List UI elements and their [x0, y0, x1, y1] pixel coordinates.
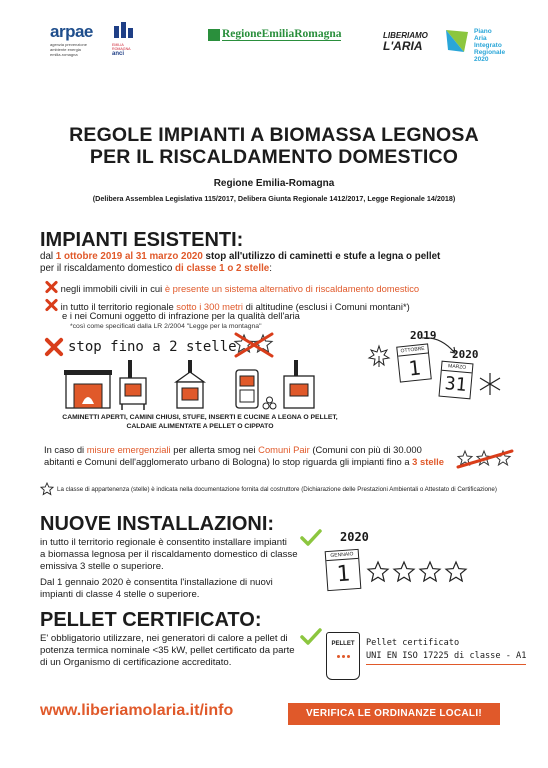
pellet-icon	[337, 655, 340, 658]
check-icon	[300, 529, 322, 547]
star-icon	[40, 482, 54, 496]
emergency-text: In caso di misure emergenziali per allerta smog nei Comuni Pair (Comuni con più di 30.000 abitanti e Comuni dell'agglomerato urbano di Bologna) lo stop riguarda gli impianti fino a 3 stelle	[44, 444, 444, 467]
pellet-text: E' obbligatorio utilizzare, nei generatori di calore a pellet di potenza termica nominale <35 kW, pellet certificato da parte di un Organismo di certificazione accreditato.	[40, 633, 295, 668]
kite-icon	[442, 28, 472, 56]
emilia-anci-logo: EMILIA ROMAGNA anci	[112, 22, 142, 57]
fireplace-icon	[64, 370, 112, 408]
page-title: REGOLE IMPIANTI A BIOMASSA LEGNOSA PER IL RISCALDAMENTO DOMESTICO	[69, 124, 479, 168]
cross-icon	[44, 298, 58, 312]
pellet-icon	[342, 655, 345, 658]
stoves-caption: CAMINETTI APERTI, CAMINI CHIUSI, STUFE, INSERTI E CUCINE A LEGNA O PELLET, CALDAIE ALIMENTATE A PELLET O CIPPATO	[62, 414, 338, 430]
pellet-note: Pellet certificato UNI EN ISO 17225 di classe - A1	[366, 637, 526, 665]
class-note: La classe di appartenenza (stelle) è indicata nella documentazione fornita dal costruttore (Dichiarazione delle Prestazioni Ambientali o Attestato di Certificazione)	[40, 482, 497, 496]
section-new-title: NUOVE INSTALLAZIONI:	[40, 513, 275, 535]
footnote: *così come specificati dalla LR 2/2004 "Legge per la montagna"	[70, 323, 262, 330]
stop-label: stop fino a 2 stelle	[44, 337, 237, 357]
stoves-illustration	[64, 360, 334, 412]
site-link[interactable]: www.liberiamolaria.it/info	[40, 702, 234, 719]
check-icon	[300, 628, 322, 646]
delibera-label: (Delibera Assemblea Legislativa 115/2017, Delibera Giunta Regionale 1412/2017, Legge Regionale 14/2018)	[92, 194, 456, 203]
anci-shield-icon	[112, 22, 136, 38]
calendar-march: MARZO 31	[438, 361, 473, 400]
leaf-icon	[367, 344, 391, 368]
new-text: in tutto il territorio regionale è consentito installare impianti a biomassa legnosa per il riscaldamento domestico di classe emissiva 3 stelle o superiore. Dal 1 gennaio 2020 è consentita l'installazione di nuovi impianti di classe 4 stelle o superiore.	[40, 537, 298, 601]
section-existing-title: IMPIANTI ESISTENTI:	[40, 229, 244, 251]
calendar-year-2020-new: 2020	[340, 530, 369, 544]
cross-icon	[44, 280, 58, 294]
region-label: Regione Emilia-Romagna	[213, 178, 335, 189]
pellet-icon	[347, 655, 350, 658]
snowflake-icon	[478, 372, 502, 396]
cross-icon	[44, 337, 64, 357]
calendar-year-2020: 2020	[452, 348, 479, 361]
crossed-stars-icon	[233, 332, 275, 358]
arpae-logo: arpae agenzia prevenzione ambiente energia emilia-romagna	[50, 22, 93, 57]
calendar-year-2019: 2019	[410, 329, 437, 342]
piano-aria-logo: Piano Aria Integrato Regionale 2020	[442, 28, 505, 63]
existing-bullet-2-cont: e i nei Comuni oggetto di infrazione per la qualità dell'aria	[62, 310, 300, 321]
existing-bullet-2: in tutto il territorio regionale sotto i 300 metri di altitudine (esclusi i Comuni montani*)	[44, 298, 410, 313]
verify-local-ordinances-button[interactable]: VERIFICA LE ORDINANZE LOCALI!	[288, 703, 500, 725]
section-pellet-title: PELLET CERTIFICATO:	[40, 609, 262, 631]
logo-bar	[0, 0, 548, 80]
four-stars-icon	[366, 560, 470, 584]
liberiamo-aria-logo: LIBERIAMO L'ARIA	[383, 31, 428, 53]
crossed-stars-icon	[456, 448, 514, 470]
pellet-bag: PELLET	[326, 632, 360, 680]
regione-flag-icon	[208, 29, 220, 41]
existing-intro: dal 1 ottobre 2019 al 31 marzo 2020 stop all'utilizzo di caminetti e stufe a legna o pellet per il riscaldamento domestico di classe 1 o 2 stelle:	[40, 251, 441, 274]
calendar-october: OTTOBRE 1	[396, 343, 432, 382]
calendar-january: GENNAIO 1	[325, 549, 362, 591]
existing-bullet-1: negli immobili civili in cui è presente un sistema alternativo di riscaldamento domestico	[44, 280, 419, 295]
regione-logo: RegioneEmiliaRomagna	[208, 28, 341, 41]
